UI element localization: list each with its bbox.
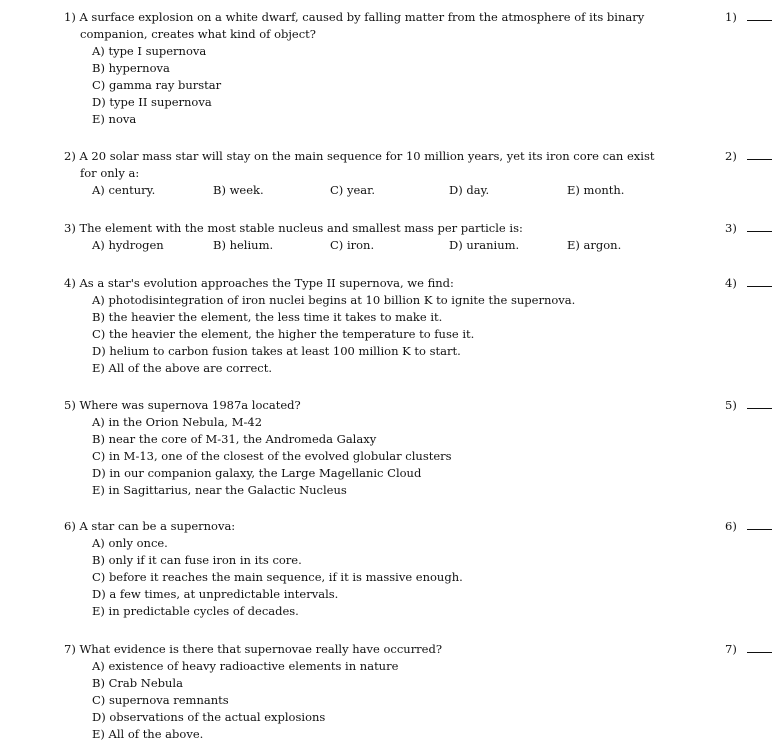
options-row xyxy=(64,237,764,254)
option-d: D) helium to carbon fusion takes at least 100 million K to start. xyxy=(92,344,461,358)
options-row xyxy=(64,182,764,199)
option-c: C) gamma ray burstar xyxy=(92,78,222,92)
option-c: C) iron. xyxy=(330,238,375,252)
question-number: 1) xyxy=(64,10,76,24)
stem-text-continued: companion, creates what kind of object? xyxy=(80,27,316,41)
question-1 xyxy=(64,9,764,128)
question-3 xyxy=(64,220,764,254)
option-a: A) only once. xyxy=(92,536,168,550)
answer-slot xyxy=(725,9,772,26)
option-d: D) type II supernova xyxy=(92,95,212,109)
option-b: B) week. xyxy=(213,183,264,197)
option-b: B) the heavier the element, the less time it takes to make it. xyxy=(92,310,443,324)
stem-text: A star can be a supernova: xyxy=(79,519,236,533)
option-a: A) century. xyxy=(92,183,156,197)
stem-text: As a star's evolution approaches the Type II supernova, we find: xyxy=(79,276,454,290)
option-c: C) supernova remnants xyxy=(92,693,229,707)
answer-label: 1) xyxy=(725,10,737,24)
option-e: E) All of the above are correct. xyxy=(92,361,272,375)
option-b: B) Crab Nebula xyxy=(92,676,183,690)
question-number: 6) xyxy=(64,519,76,533)
option-d: D) uranium. xyxy=(449,238,520,252)
question-7 xyxy=(64,641,764,743)
option-c: C) year. xyxy=(330,183,375,197)
option-b: B) near the core of M-31, the Andromeda Galaxy xyxy=(92,432,377,446)
option-b: B) hypernova xyxy=(92,61,170,75)
answer-slot xyxy=(725,641,772,658)
question-stem xyxy=(64,148,764,182)
option-d: D) observations of the actual explosions xyxy=(92,710,326,724)
question-stem xyxy=(64,518,764,535)
option-c: C) the heavier the element, the higher the temperature to fuse it. xyxy=(92,327,475,341)
answer-slot xyxy=(725,220,772,237)
question-stem xyxy=(64,9,764,43)
stem-text: The element with the most stable nucleus and smallest mass per particle is: xyxy=(79,221,523,235)
answer-label: 7) xyxy=(725,642,737,656)
stem-text: What evidence is there that supernovae really have occurred? xyxy=(79,642,443,656)
question-2 xyxy=(64,148,764,199)
answer-label: 2) xyxy=(725,149,737,163)
question-stem xyxy=(64,275,764,292)
question-4 xyxy=(64,275,764,377)
option-d: D) a few times, at unpredictable intervals. xyxy=(92,587,339,601)
question-6 xyxy=(64,518,764,620)
answer-blank[interactable] xyxy=(747,220,772,232)
question-number: 7) xyxy=(64,642,76,656)
stem-text: A surface explosion on a white dwarf, caused by falling matter from the atmosphere of its binary xyxy=(79,10,645,24)
question-number: 5) xyxy=(64,398,76,412)
question-stem xyxy=(64,220,764,237)
option-d: D) in our companion galaxy, the Large Magellanic Cloud xyxy=(92,466,422,480)
answer-blank[interactable] xyxy=(747,518,772,530)
option-e: E) in Sagittarius, near the Galactic Nucleus xyxy=(92,483,347,497)
option-e: E) month. xyxy=(567,183,625,197)
option-d: D) day. xyxy=(449,183,490,197)
answer-label: 6) xyxy=(725,519,737,533)
option-a: A) in the Orion Nebula, M-42 xyxy=(92,415,263,429)
option-a: A) hydrogen xyxy=(92,238,164,252)
question-number: 2) xyxy=(64,149,76,163)
answer-blank[interactable] xyxy=(747,641,772,653)
answer-blank[interactable] xyxy=(747,9,772,21)
answer-slot xyxy=(725,397,772,414)
option-a: A) photodisintegration of iron nuclei begins at 10 billion K to ignite the supernova. xyxy=(92,293,576,307)
answer-slot xyxy=(725,148,772,165)
option-c: C) before it reaches the main sequence, if it is massive enough. xyxy=(92,570,463,584)
answer-label: 5) xyxy=(725,398,737,412)
stem-text: A 20 solar mass star will stay on the main sequence for 10 million years, yet its iron core can exist xyxy=(79,149,655,163)
option-b: B) helium. xyxy=(213,238,274,252)
answer-blank[interactable] xyxy=(747,275,772,287)
option-e: E) All of the above. xyxy=(92,727,204,741)
option-e: E) nova xyxy=(92,112,137,126)
stem-text-continued: for only a: xyxy=(80,166,140,180)
answer-label: 4) xyxy=(725,276,737,290)
option-b: B) only if it can fuse iron in its core. xyxy=(92,553,302,567)
question-number: 4) xyxy=(64,276,76,290)
question-5 xyxy=(64,397,764,499)
option-c: C) in M-13, one of the closest of the evolved globular clusters xyxy=(92,449,452,463)
option-e: E) in predictable cycles of decades. xyxy=(92,604,299,618)
option-e: E) argon. xyxy=(567,238,622,252)
question-stem xyxy=(64,641,764,658)
answer-blank[interactable] xyxy=(747,148,772,160)
option-a: A) existence of heavy radioactive elements in nature xyxy=(92,659,399,673)
question-number: 3) xyxy=(64,221,76,235)
option-a: A) type I supernova xyxy=(92,44,207,58)
question-stem xyxy=(64,397,764,414)
answer-slot xyxy=(725,275,772,292)
stem-text: Where was supernova 1987a located? xyxy=(79,398,301,412)
answer-slot xyxy=(725,518,772,535)
answer-label: 3) xyxy=(725,221,737,235)
answer-blank[interactable] xyxy=(747,397,772,409)
